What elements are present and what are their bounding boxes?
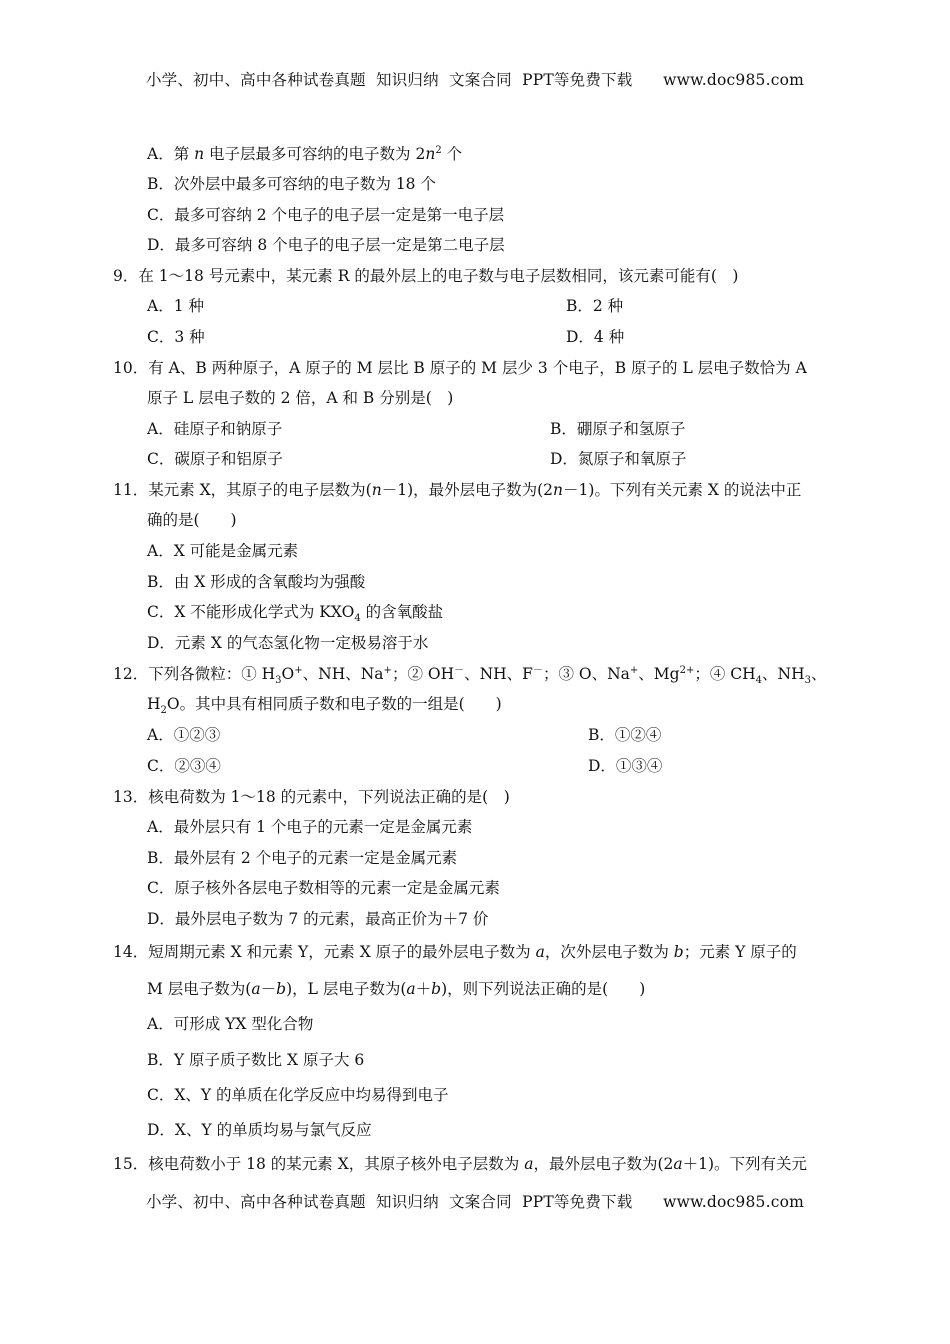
q10-stem-line2: 原子 L 层电子数的 2 倍，A 和 B 分别是( ): [147, 389, 454, 407]
q11-stem-line2: 确的是( ): [147, 511, 237, 529]
page-header: 小学、初中、高中各种试卷真题 知识归纳 文案合同 PPT等免费下载 www.doc985.com: [145, 71, 805, 89]
q14-option-c: C．X、Y 的单质在化学反应中均易得到电子: [147, 1086, 449, 1104]
q8-option-a: A．第 n 电子层最多可容纳的电子数为 $2n^2$ 个: [147, 144, 463, 163]
q14-option-b: B．Y 原子质子数比 X 原子大 6: [147, 1051, 365, 1069]
q12-stem-line2: $H_2O$。其中具有相同质子数和电子数的一组是( ): [147, 695, 502, 717]
q14-stem-line2: M 层电子数为(a－b)，L 层电子数为(a＋b)，则下列说法正确的是( ): [147, 980, 646, 998]
q14-option-d: D．X、Y 的单质均易与氯气反应: [147, 1121, 372, 1139]
q11-option-b: B．由 X 形成的含氧酸均为强酸: [147, 573, 366, 591]
q8-option-c: C．最多可容纳 2 个电子的电子层一定是第一电子层: [147, 206, 505, 224]
q13-option-c: C．原子核外各层电子数相等的元素一定是金属元素: [147, 879, 500, 897]
q9-stem: 9．在 1～18 号元素中，某元素 R 的最外层上的电子数与电子层数相同，该元素可能有( ): [113, 267, 739, 285]
q9-option-c: C．3 种: [147, 328, 205, 346]
q8-option-d: D．最多可容纳 8 个电子的电子层一定是第二电子层: [147, 236, 505, 254]
q13-option-d: D．最外层电子数为 7 的元素，最高正价为＋7 价: [147, 910, 489, 928]
q10-stem-line1: 10．有 A、B 两种原子，A 原子的 M 层比 B 原子的 M 层少 3 个电子，B 原子的 L 层电子数恰为 A: [113, 359, 807, 377]
q12-option-b: B．①②④: [588, 726, 662, 744]
q12-option-a: A．①②③: [147, 726, 221, 744]
q12-stem-line1: 12．下列各微粒：① $H_3O^+$、NH、Na+；② OH－、NH、F－；③ O、Na+、$Mg^{2+}$；④ $CH_4$、$NH_3$、: [113, 664, 827, 687]
q14-stem-line1: 14．短周期元素 X 和元素 Y，元素 X 原子的最外层电子数为 a，次外层电子数为 b；元素 Y 原子的: [113, 943, 797, 961]
q10-option-d: D．氮原子和氧原子: [550, 450, 687, 468]
q13-option-a: A．最外层只有 1 个电子的元素一定是金属元素: [147, 818, 473, 836]
q10-option-a: A．硅原子和钠原子: [147, 420, 283, 438]
q9-option-d: D．4 种: [566, 328, 625, 346]
q9-option-a: A．1 种: [147, 297, 204, 315]
q14-option-a: A．可形成 YX 型化合物: [147, 1015, 314, 1033]
q12-option-c: C．②③④: [147, 757, 221, 775]
q13-stem: 13．核电荷数为 1～18 的元素中，下列说法正确的是( ): [113, 788, 510, 806]
q10-option-b: B．硼原子和氢原子: [550, 420, 686, 438]
q11-option-d: D．元素 X 的气态氢化物一定极易溶于水: [147, 634, 429, 652]
q11-option-c: C．X 不能形成化学式为 $KXO_4$ 的含氧酸盐: [147, 603, 444, 625]
page-footer: 小学、初中、高中各种试卷真题 知识归纳 文案合同 PPT等免费下载 www.doc985.com: [145, 1193, 805, 1211]
q11-stem-line1: 11．某元素 X，其原子的电子层数为(n－1)，最外层电子数为(2n－1)。下列有关元素 X 的说法中正: [113, 481, 802, 499]
q15-stem-line1: 15．核电荷数小于 18 的某元素 X，其原子核外电子层数为 a，最外层电子数为(2a＋1)。下列有关元: [113, 1155, 808, 1173]
q12-option-d: D．①③④: [588, 757, 663, 775]
q10-option-c: C．碳原子和铝原子: [147, 450, 283, 468]
q13-option-b: B．最外层有 2 个电子的元素一定是金属元素: [147, 849, 458, 867]
q9-option-b: B．2 种: [566, 297, 624, 315]
q8-option-b: B．次外层中最多可容纳的电子数为 18 个: [147, 175, 436, 193]
q11-option-a: A．X 可能是金属元素: [147, 542, 299, 560]
